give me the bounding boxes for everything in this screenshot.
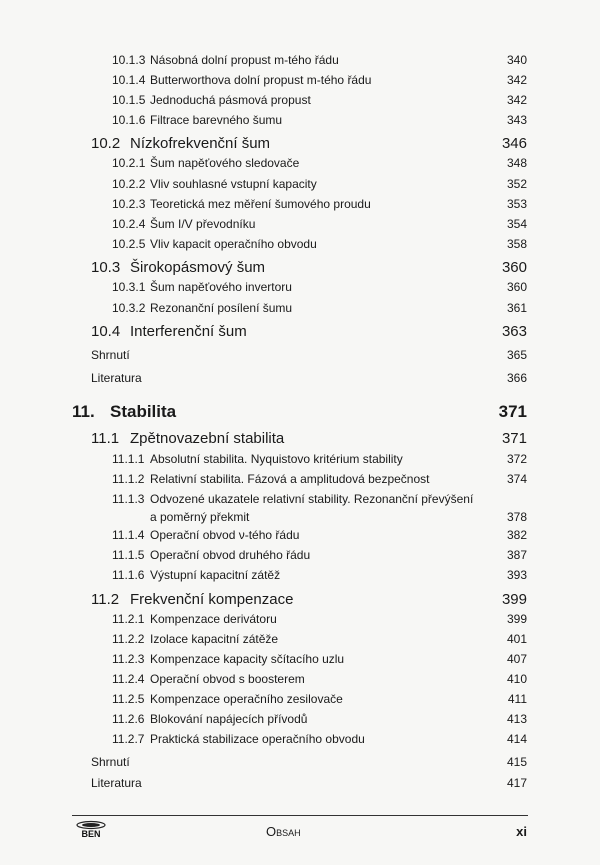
- entry-title: Šum I/V převodníku: [150, 217, 256, 231]
- entry-number: 10.1.6: [112, 113, 146, 127]
- entry-number: 11.1: [91, 430, 120, 447]
- entry-page-number: 365: [506, 348, 527, 362]
- entry-number: 11.1.3: [112, 492, 145, 506]
- entry-title: Absolutní stabilita. Nyquistovo kritérium stability: [150, 452, 403, 466]
- entry-page-number: 374: [506, 472, 527, 486]
- entry-number: 10.4: [91, 323, 121, 340]
- entry-page-number: 411: [507, 692, 527, 706]
- entry-title: Stabilita: [110, 402, 177, 421]
- footer-page-number: xi: [516, 824, 527, 839]
- entry-title: Širokopásmový šum: [130, 259, 266, 276]
- entry-number: 10.1.5: [112, 93, 146, 107]
- entry-title: Šum napěťového sledovače: [150, 156, 300, 170]
- entry-number: 11.2.6: [112, 712, 145, 726]
- entry-page-number: 342: [506, 73, 527, 87]
- entry-page-number: 340: [506, 53, 527, 67]
- svg-text:BEN: BEN: [81, 829, 101, 839]
- entry-title: Kompenzace derivátoru: [150, 612, 277, 626]
- entry-title: Literatura: [91, 371, 142, 385]
- entry-page-number: 360: [506, 280, 527, 294]
- entry-title-continued: a poměrný překmit: [150, 510, 250, 524]
- entry-number: 11.2.5: [112, 692, 145, 706]
- entry-title: Praktická stabilizace operačního obvodu: [150, 732, 365, 746]
- entry-page-number: 393: [506, 568, 527, 582]
- entry-number: 10.2.4: [112, 217, 146, 231]
- entry-title: Výstupní kapacitní zátěž: [150, 568, 281, 582]
- entry-title: Jednoduchá pásmová propust: [150, 93, 311, 107]
- entry-title: Shrnutí: [91, 348, 130, 362]
- entry-page-number: 343: [506, 113, 527, 127]
- entry-number: 11.: [72, 402, 95, 421]
- entry-title: Kompenzace operačního zesilovače: [150, 692, 343, 706]
- entry-number: 10.3: [91, 259, 121, 276]
- entry-number: 10.2.1: [112, 156, 146, 170]
- entry-number: 10.3.2: [112, 301, 146, 315]
- entry-title: Násobná dolní propust m-tého řádu: [150, 53, 339, 67]
- entry-number: 10.2: [91, 135, 121, 152]
- entry-page-number: 399: [506, 612, 527, 626]
- entry-page-number: 414: [506, 732, 527, 746]
- entry-number: 10.1.4: [112, 73, 146, 87]
- entry-number: 11.2.7: [112, 732, 145, 746]
- entry-number: 11.1.5: [112, 548, 145, 562]
- entry-title: Frekvenční kompenzace: [130, 591, 294, 608]
- entry-number: 10.1.3: [112, 53, 146, 67]
- entry-page-number: 378: [506, 510, 527, 524]
- entry-number: 10.3.1: [112, 280, 146, 294]
- entry-page-number: 417: [506, 776, 527, 790]
- entry-page-number: 346: [501, 135, 527, 152]
- entry-page-number: 399: [501, 591, 527, 608]
- entry-number: 11.2.2: [112, 632, 145, 646]
- entry-number: 10.2.5: [112, 237, 146, 251]
- entry-title: Literatura: [91, 776, 142, 790]
- entry-page-number: 360: [501, 259, 527, 276]
- entry-page-number: 387: [506, 548, 527, 562]
- entry-page-number: 410: [506, 672, 527, 686]
- entry-number: 11.1.1: [112, 452, 145, 466]
- entry-page-number: 342: [506, 93, 527, 107]
- entry-number: 11.2.1: [112, 612, 145, 626]
- entry-number: 10.2.2: [112, 177, 146, 191]
- entry-title: Vliv souhlasné vstupní kapacity: [150, 177, 317, 191]
- entry-page-number: 366: [506, 371, 527, 385]
- entry-page-number: 353: [506, 197, 527, 211]
- entry-title: Vliv kapacit operačního obvodu: [150, 237, 317, 251]
- entry-page-number: 358: [506, 237, 527, 251]
- publisher-logo: [72, 820, 110, 840]
- entry-title: Butterworthova dolní propust m-tého řádu: [150, 73, 372, 87]
- entry-title: Odvozené ukazatele relativní stability. Rezonanční převýšení: [150, 492, 474, 506]
- footer-rule: [72, 815, 528, 816]
- entry-title: Relativní stabilita. Fázová a amplitudová bezpečnost: [150, 472, 430, 486]
- entry-page-number: 407: [506, 652, 527, 666]
- entry-title: Rezonanční posílení šumu: [150, 301, 293, 315]
- entry-page-number: 413: [506, 712, 527, 726]
- entry-title: Izolace kapacitní zátěže: [150, 632, 279, 646]
- entry-number: 11.2.4: [112, 672, 145, 686]
- entry-page-number: 401: [506, 632, 527, 646]
- footer-title: Obsah: [266, 824, 301, 839]
- entry-number: 11.1.4: [112, 528, 145, 542]
- entry-page-number: 371: [501, 430, 527, 447]
- entry-title: Zpětnovazební stabilita: [130, 430, 285, 447]
- entry-title: Shrnutí: [91, 755, 130, 769]
- entry-page-number: 348: [506, 156, 527, 170]
- entry-title: Nízkofrekvenční šum: [130, 135, 271, 152]
- entry-title: Operační obvod druhého řádu: [150, 548, 311, 562]
- entry-number: 11.2: [91, 591, 120, 608]
- entry-number: 10.2.3: [112, 197, 146, 211]
- entry-title: Interferenční šum: [130, 323, 247, 340]
- entry-title: Teoretická mez měření šumového proudu: [150, 197, 371, 211]
- entry-page-number: 415: [506, 755, 527, 769]
- entry-title: Šum napěťového invertoru: [150, 280, 292, 294]
- entry-page-number: 371: [498, 402, 527, 421]
- entry-page-number: 361: [506, 301, 527, 315]
- entry-page-number: 382: [506, 528, 527, 542]
- entry-title: Kompenzace kapacity sčítacího uzlu: [150, 652, 345, 666]
- entry-title: Blokování napájecích přívodů: [150, 712, 308, 726]
- entry-page-number: 354: [506, 217, 527, 231]
- entry-page-number: 363: [501, 323, 527, 340]
- entry-number: 11.2.3: [112, 652, 145, 666]
- entry-page-number: 372: [506, 452, 527, 466]
- entry-number: 11.1.2: [112, 472, 145, 486]
- entry-number: 11.1.6: [112, 568, 145, 582]
- entry-title: Filtrace barevného šumu: [150, 113, 283, 127]
- entry-page-number: 352: [506, 177, 527, 191]
- entry-title: Operační obvod s boosterem: [150, 672, 305, 686]
- entry-title: Operační obvod ν-tého řádu: [150, 528, 300, 542]
